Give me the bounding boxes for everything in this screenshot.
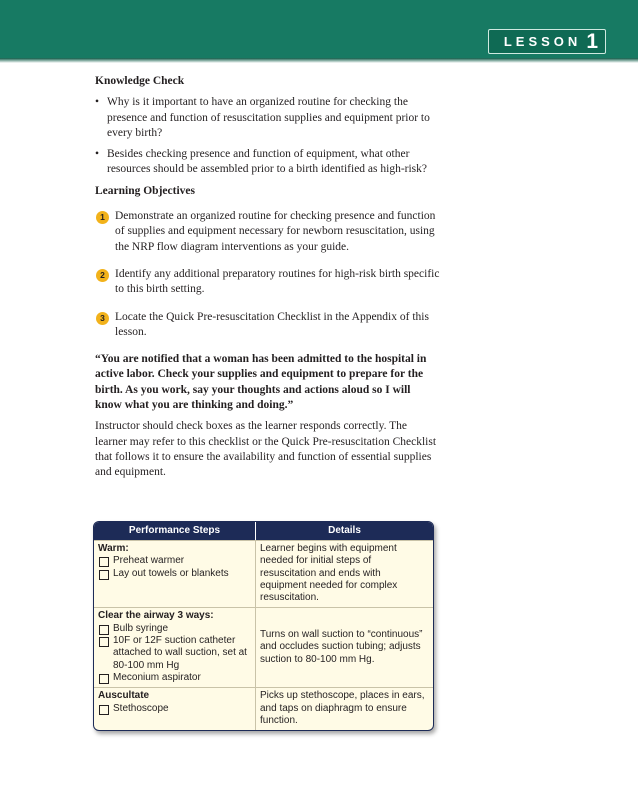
table-row xyxy=(94,607,433,687)
objective-item xyxy=(95,209,440,255)
objective-text: Identify any additional preparatory routines for high-risk birth specific to this birth setting. xyxy=(115,267,440,296)
details-cell xyxy=(256,608,433,687)
steps-cell xyxy=(94,608,256,687)
knowledge-check-heading: Knowledge Check xyxy=(95,75,185,87)
lesson-label: LESSON xyxy=(503,34,582,49)
objective-text: Locate the Quick Pre-resuscitation Checklist in the Appendix of this lesson. xyxy=(115,310,429,338)
scenario-prompt: “You are notified that a woman has been admitted to the hospital in active labor. Check your supplies and equipment to prepare for the birth. As you work, say your thoughts and actions aloud so I will know what you are thinking and doing.” xyxy=(95,353,427,412)
checkbox-item[interactable]: Bulb syringe xyxy=(98,623,251,635)
objective-number-badge: 2 xyxy=(96,269,109,282)
objective-text: Demonstrate an organized routine for checking presence and function of supplies and equipment necessary for newborn resuscitation, using the NRP flow diagram interventions as your guide. xyxy=(115,210,436,253)
step-title: Clear the airway 3 ways: xyxy=(98,610,214,622)
checkbox-item[interactable]: 10F or 12F suction catheter attached to wall suction, set at 80-100 mm Hg xyxy=(98,635,251,672)
step-title: Warm: xyxy=(98,543,129,554)
objective-number-badge: 1 xyxy=(96,211,109,224)
learning-objectives-heading: Learning Objectives xyxy=(95,184,195,197)
performance-table xyxy=(93,521,434,731)
objective-number-badge: 3 xyxy=(96,312,109,325)
table-header xyxy=(94,522,433,540)
column-header-steps: Performance Steps xyxy=(94,522,256,540)
knowledge-check-item: • Why is it important to have an organized routine for checking the presence and function of resuscitation supplies and equipment prior to every birth? xyxy=(95,95,440,141)
checkbox-item[interactable]: Lay out towels or blankets xyxy=(98,568,251,580)
details-cell: Learner begins with equipment needed for initial steps of resuscitation and ends with equipment needed for complex resuscitation. xyxy=(260,543,398,604)
column-header-details: Details xyxy=(328,524,361,536)
steps-cell xyxy=(94,688,256,730)
objective-item xyxy=(95,310,440,341)
instructor-note: Instructor should check boxes as the learner responds correctly. The learner may refer to this checklist or the Quick Pre-resuscitation Checklist that follows it to ensure the availability and function of essential supplies and equipment. xyxy=(95,420,437,479)
header-shadow xyxy=(0,58,638,63)
checkbox-item[interactable]: Stethoscope xyxy=(98,703,251,715)
checkbox-item[interactable]: Preheat warmer xyxy=(98,555,251,567)
lesson-number: 1 xyxy=(586,30,598,53)
objective-item xyxy=(95,267,440,298)
table-row xyxy=(94,540,433,607)
steps-cell xyxy=(94,541,256,607)
details-text: Turns on wall suction to “continuous” and occludes suction tubing; adjusts suction to 80-100 mm Hg. xyxy=(260,628,423,665)
lesson-badge xyxy=(488,29,606,54)
main-content xyxy=(95,74,440,481)
details-cell: Picks up stethoscope, places in ears, and taps on diaphragm to ensure function. xyxy=(260,690,425,726)
knowledge-check-item: • Besides checking presence and function of equipment, what other resources should be assembled prior to a birth identified as high-risk? xyxy=(95,147,440,178)
checkbox-item[interactable]: Meconium aspirator xyxy=(98,672,251,684)
table-row xyxy=(94,687,433,730)
step-title: Auscultate xyxy=(98,690,150,702)
